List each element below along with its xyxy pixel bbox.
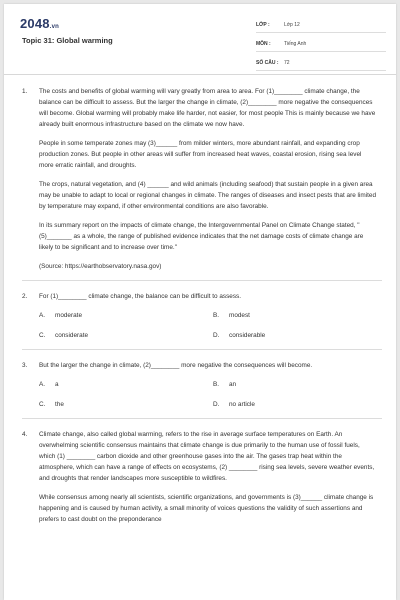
answer-options xyxy=(39,310,376,341)
question-body xyxy=(39,86,376,272)
option-letter: B. xyxy=(213,312,220,319)
logo-suffix: .vn xyxy=(49,24,60,30)
answer-option-c[interactable] xyxy=(39,330,213,341)
question-text: But the larger the change in climate, (2)________ more negative the consequences will become. xyxy=(39,362,313,369)
option-text: the xyxy=(55,401,64,408)
question-number: 4. xyxy=(22,431,28,438)
question-2 xyxy=(22,291,382,341)
answer-options xyxy=(39,379,376,410)
meta-key-class: LỚP : xyxy=(256,22,270,28)
header-divider xyxy=(4,74,396,75)
answer-option-c[interactable] xyxy=(39,399,213,410)
meta-value-count: 72 xyxy=(284,60,290,66)
meta-key-count: SỐ CÂU : xyxy=(256,60,279,66)
question-number: 1. xyxy=(22,88,28,95)
passage-paragraph: People in some temperate zones may (3)______ from milder winters, more abundant rainfall, and expanding crop production zones. But people in other areas will suffer from increased heat waves, coastal erosion, rising sea level more erratic rainfall, and droughts. xyxy=(39,140,362,169)
answer-option-d[interactable] xyxy=(213,399,373,410)
question-divider xyxy=(22,418,382,419)
answer-option-d[interactable] xyxy=(213,330,373,341)
option-letter: A. xyxy=(39,381,46,388)
answer-option-a[interactable] xyxy=(39,379,213,390)
logo-main: 2048 xyxy=(20,16,50,31)
meta-value-class: Lớp 12 xyxy=(284,22,300,28)
question-number: 3. xyxy=(22,362,28,369)
question-3 xyxy=(22,360,382,410)
passage-paragraph: The crops, natural vegetation, and (4) ______ and wild animals (including seafood) that sustain people in a given area may be unable to adapt to local or regional changes in climate. The ranges of diseases and insect pests that are limited by temperature may expand, if other environmental conditions are also favorable. xyxy=(39,181,377,210)
answer-option-a[interactable] xyxy=(39,310,213,321)
meta-value-subject: Tiếng Anh xyxy=(284,41,307,47)
question-text: For (1)________ climate change, the balance can be difficult to assess. xyxy=(39,293,242,300)
question-number: 2. xyxy=(22,293,28,300)
question-body xyxy=(39,360,376,410)
question-divider xyxy=(22,349,382,350)
option-letter: A. xyxy=(39,312,46,319)
option-letter: D. xyxy=(213,401,220,408)
option-text: moderate xyxy=(55,312,82,319)
option-letter: C. xyxy=(39,401,46,408)
option-text: no article xyxy=(229,401,255,408)
question-body xyxy=(39,291,376,341)
passage-paragraph: Climate change, also called global warming, refers to the rise in average surface temperatures on Earth. An overwhelming scientific consensus maintains that climate change is due primarily to the human use of fossil fuels, which (1) ________ carbon dioxide and other greenhouse gases into the air. The gases trap heat within the atmosphere, which can have a range of effects on ecosystems, (2) ________ rising sea levels, severe weather events, and droughts that render landscapes more susceptible to wildfires. xyxy=(39,431,375,482)
site-logo[interactable] xyxy=(20,16,59,31)
page-header xyxy=(4,4,396,72)
meta-row-count xyxy=(256,56,386,71)
question-list xyxy=(22,86,382,533)
answer-option-b[interactable] xyxy=(213,379,373,390)
option-letter: C. xyxy=(39,332,46,339)
passage-paragraph: The costs and benefits of global warming will vary greatly from area to area. For (1)________ climate change, the balance can be difficult to assess. But the larger the change in climate, (2)________ more negative the consequences will become. Global warming will probably make life harder, not easier, for most people This is mainly because we have already built enormous infrastructure based on the climate we now have. xyxy=(39,88,376,128)
question-divider xyxy=(22,280,382,281)
option-letter: B. xyxy=(213,381,220,388)
option-text: a xyxy=(55,381,59,388)
passage-paragraph: In its summary report on the impacts of climate change, the Intergovernmental Panel on Climate Change stated, "(5)_______ as a whole, the range of published evidence indicates that the net damage costs of climate change are likely to be significant and to increase over time." xyxy=(39,222,364,251)
meta-row-class xyxy=(256,18,386,33)
worksheet-page xyxy=(4,4,396,600)
passage-source: (Source: https://earthobservatory.nasa.gov) xyxy=(39,263,162,270)
option-text: an xyxy=(229,381,237,388)
meta-row-subject xyxy=(256,37,386,52)
question-body xyxy=(39,429,376,533)
question-1 xyxy=(22,86,382,272)
topic-title: Topic 31: Global warming xyxy=(22,36,113,45)
option-letter: D. xyxy=(213,332,220,339)
meta-table xyxy=(256,18,386,75)
option-text: considerate xyxy=(55,332,89,339)
passage-paragraph: While consensus among nearly all scientists, scientific organizations, and governments is (3)______ climate change is happening and is caused by human activity, a small minority of voices questions the validity of such assertions and prefers to cast doubt on the preponderance xyxy=(39,494,374,523)
option-text: considerable xyxy=(229,332,266,339)
answer-option-b[interactable] xyxy=(213,310,373,321)
meta-key-subject: MÔN : xyxy=(256,41,271,47)
option-text: modest xyxy=(229,312,250,319)
question-4 xyxy=(22,429,382,533)
